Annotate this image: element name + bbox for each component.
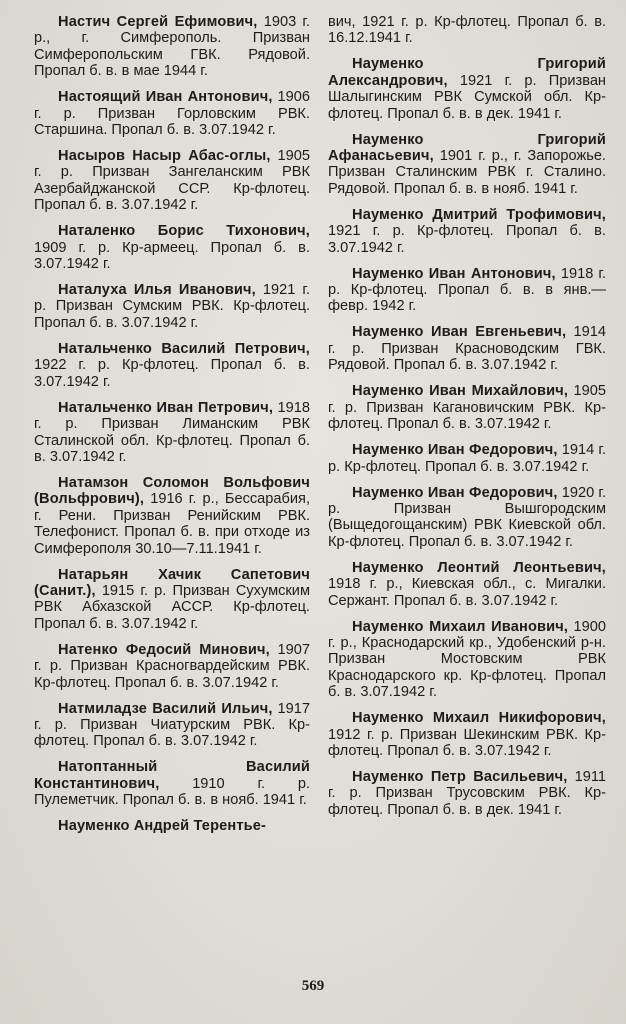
entry-text: 1917 г. р. Призван Чиатурским РВК. Кр-флотец. Пропал б. в. 3.07.1942 г. xyxy=(34,700,310,750)
entry-text: 1918 г. р. Призван Лиманским РВК Сталинской обл. Кр-флотец. Пропал б. в. 3.07.1942 г. xyxy=(34,399,310,465)
entry-name: Науменко Дмитрий Трофимович, xyxy=(352,206,606,223)
entry xyxy=(34,400,310,466)
entry-text: 1916 г. р., Бессарабия, г. Рени. Призван Ренийским РВК. Телефонист. Пропал б. в. при отходе из Симферополя 30.10—7.11.1941 г. xyxy=(34,491,310,557)
page-number: 569 xyxy=(301,978,325,994)
entry-text: 1920 г. р. Призван Вышгородским (Выщедогощанским) РВК Киевской обл. Кр-флотец. Пропал б. в. 3.07.1942 г. xyxy=(328,484,606,550)
entry-name: Насыров Насыр Абас-оглы, xyxy=(58,148,271,165)
entry-name: Науменко Григорий Александрович, xyxy=(328,56,606,89)
entry xyxy=(34,89,310,138)
entry xyxy=(328,383,606,432)
entry-text: 1909 г. р. Кр-армеец. Пропал б. в. 3.07.1942 г. xyxy=(34,239,310,273)
entry xyxy=(328,207,606,256)
entry-text: 1912 г. р. Призван Шекинским РВК. Кр-флотец. Пропал б. в. 3.07.1942 г. xyxy=(328,726,606,759)
entry-name: Науменко Михаил Иванович, xyxy=(352,618,569,635)
entry-text: 1905 г. р. Призван Зангеланским РВК Азербайджанской ССР. Кр-флотец. Пропал б. в. 3.07.1942 г. xyxy=(34,148,310,214)
entry xyxy=(34,341,310,390)
entry xyxy=(34,475,310,557)
entry-name: Науменко Иван Антонович, xyxy=(352,265,556,282)
entry xyxy=(34,148,310,214)
entry-name: Натальченко Василий Петрович, xyxy=(58,340,310,357)
entry xyxy=(34,567,310,633)
entry xyxy=(328,132,606,198)
entry xyxy=(34,642,310,691)
entry-text: 1903 г. р., г. Симферополь. Призван Симферопольским ГВК. Рядовой. Пропал б. в. в мае 1944 г. xyxy=(34,14,311,80)
entry-text: 1907 г. р. Призван Красногвардейским РВК. Кр-флотец. Пропал б. в. 3.07.1942 г. xyxy=(34,641,310,691)
entry-name: Наталенко Борис Тихонович, xyxy=(58,223,310,240)
entry-name: Науменко Григорий Афанасьевич, xyxy=(328,131,606,165)
entry-text: 1915 г. р. Призван Сухумским РВК Абхазской АССР. Кр-флотец. Пропал б. в. 3.07.1942 г. xyxy=(34,582,310,632)
entry-name: Натмиладзе Василий Ильич, xyxy=(58,700,273,717)
entry xyxy=(34,14,310,80)
left-column xyxy=(34,14,310,844)
entry-name: Натенко Федосий Минович, xyxy=(58,641,270,658)
entry-text: 1921 г. р. Призван Шалыгинским РВК Сумской обл. Кр-флотец. Пропал б. в. в дек. 1941 г. xyxy=(328,72,606,122)
entry-name: Науменко Иван Михайлович, xyxy=(352,383,569,400)
entry-text: 1918 г. р., Киевская обл., с. Мигалки. Сержант. Пропал б. в. 3.07.1942 г. xyxy=(328,576,606,609)
entry-text: 1918 г. р. Кр-флотец. Пропал б. в. в янв.—февр. 1942 г. xyxy=(328,265,606,315)
entry-name: Натамзон Соломон Вольфович (Вольфрович), xyxy=(34,474,310,508)
entry-text: 1905 г. р. Призван Кагановичским РВК. Кр-флотец. Пропал б. в. 3.07.1942 г. xyxy=(328,383,606,433)
entry xyxy=(328,560,606,609)
entry-name: Натальченко Иван Петрович, xyxy=(58,399,274,416)
entry-text: 1921 г. р. Кр-флотец. Пропал б. в. 3.07.1942 г. xyxy=(328,223,606,256)
entry xyxy=(328,485,606,551)
entry-name: Науменко Михаил Никифорович, xyxy=(352,710,606,727)
entry-name: Науменко Петр Васильевич, xyxy=(352,768,568,785)
entry-name: Натоптанный Василий Константинович, xyxy=(34,759,310,792)
right-column xyxy=(328,14,606,828)
entry-name: Науменко Иван Евгеньевич, xyxy=(352,324,567,341)
entry xyxy=(328,266,606,315)
entry-text: 1914 г. р. Кр-флотец. Пропал б. в. 3.07.1942 г. xyxy=(328,442,606,475)
entry-continuation xyxy=(328,14,606,47)
entry-text: 1914 г. р. Призван Красноводским ГВК. Рядовой. Пропал б. в. 3.07.1942 г. xyxy=(328,324,606,374)
entry-name: Науменко Леонтий Леонтьевич, xyxy=(352,559,606,576)
entry xyxy=(328,324,606,373)
entry xyxy=(34,282,310,331)
entry-name: Настоящий Иван Антонович, xyxy=(58,89,273,106)
entry xyxy=(328,56,606,122)
entry-name: Настич Сергей Ефимович, xyxy=(58,14,258,30)
entry-name: Натарьян Хачик Сапетович (Санит.), xyxy=(34,566,310,599)
entry-text: 1921 г. р. Призван Сумским РВК. Кр-флотец. Пропал б. в. 3.07.1942 г. xyxy=(34,282,310,331)
entry xyxy=(34,818,310,834)
entry xyxy=(34,701,310,750)
entry xyxy=(328,619,606,701)
entry xyxy=(328,442,606,475)
entry-name: Науменко Андрей Терентье- xyxy=(58,818,267,835)
entry-text: 1906 г. р. Призван Горловским РВК. Старшина. Пропал б. в. 3.07.1942 г. xyxy=(34,89,310,139)
entry xyxy=(34,223,310,272)
entry xyxy=(34,759,310,808)
entry xyxy=(328,710,606,759)
entry-text: 1910 г. р. Пулеметчик. Пропал б. в. в нояб. 1941 г. xyxy=(34,775,310,809)
entry-text: 1900 г. р., Краснодарский кр., Удобенский р-н. Призван Мостовским РВК Краснодарского кр. Кр-флотец. Пропал б. в. 3.07.1942 г. xyxy=(328,618,606,701)
entry-text: вич, 1921 г. р. Кр-флотец. Пропал б. в. 16.12.1941 г. xyxy=(328,14,606,47)
entry-text: 1911 г. р. Призван Трусовским РВК. Кр-флотец. Пропал б. в. в дек. 1941 г. xyxy=(328,768,606,818)
entry-text: 1922 г. р. Кр-флотец. Пропал б. в. 3.07.1942 г. xyxy=(34,357,310,390)
entry-name: Науменко Иван Федорович, xyxy=(352,484,558,501)
entry xyxy=(328,769,606,818)
entry-text: 1901 г. р., г. Запорожье. Призван Сталинским РВК г. Сталино. Рядовой. Пропал б. в. в нояб. 1941 г. xyxy=(328,148,606,197)
entry-name: Наталуха Илья Иванович, xyxy=(58,282,256,299)
entry-name: Науменко Иван Федорович, xyxy=(352,442,558,459)
